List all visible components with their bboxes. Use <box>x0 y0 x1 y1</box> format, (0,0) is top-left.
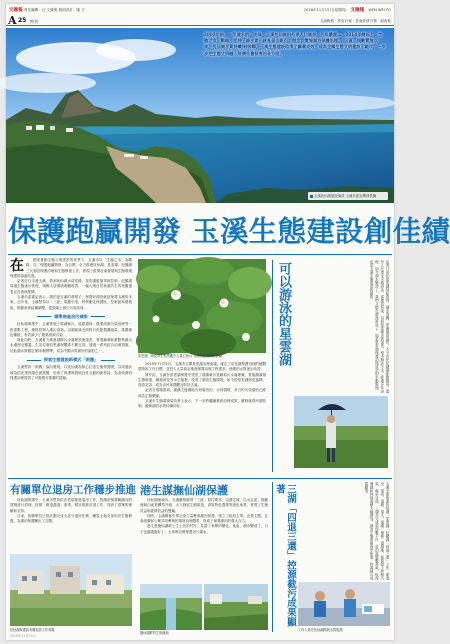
drop-cap: 在 <box>10 258 24 274</box>
center-paragraph-4: 玉溪市生態環境局負責人表示，下一步將繼續鞏固治理成果，嚴格落實河湖長制，確保湖泊水質持續向好。 <box>138 399 266 409</box>
center-paragraph-1: 2015年7月25日，玉溪市召開星雲湖治理會議，確定了星雲湖保護治理的總體思路和工作目標，並投入大量資金推進保護治理工程建設，使湖泊水質逐步改善。 <box>138 362 266 372</box>
monitoring-image <box>298 582 390 626</box>
editor-credit: 責任編輯：汪 文匯報 版面設計：陳 文 <box>23 8 85 12</box>
center-bottom-paragraph-1: 抚仙湖流域內，玉溪嚴格落實「三區」管控要求，以湖定城、以水定產，推動流域內產業轉型升級，大力發展生態旅遊、高原特色農業等綠色產業，實現了生態效益和經濟效益的雙贏。 <box>140 498 268 513</box>
monitoring-photo <box>298 582 390 626</box>
top-bar <box>6 4 394 16</box>
center-bottom-text <box>140 498 268 582</box>
left-bottom-text <box>10 498 132 552</box>
left-subhead-2: 探索生態建設新模式「兩圈」 <box>10 357 132 362</box>
wetland-caption: 撫仙湖畔的生態濕地 <box>140 631 169 635</box>
left-paragraph-6: 玉溪堅持「兩圈」協同發展，以抚仙湖為核心打造生態保護圈，以周邊區域為依託建設綠色發展圈，形成了保護與發展良性互動的新格局，為高原湖泊保護治理提供了可複製可推廣的經驗。 <box>10 365 132 380</box>
demolition-photo <box>10 554 132 626</box>
masthead-small: 文匯報 <box>9 8 23 13</box>
wetland-image-1 <box>140 584 202 630</box>
headline-rule <box>8 254 392 255</box>
wetland-photo-1 <box>140 584 202 630</box>
right-bottom-title: 三湖「四退三還」控源截污成果顯著 <box>274 484 296 627</box>
wetland-image-2 <box>204 584 268 630</box>
left-paragraph-5: 與此同時，玉溪著力推進城鄉污水處理設施建設，實現縣城和重點集鎮污水處理全覆蓋，生活垃圾收集處理體系不斷完善。通過一系列綜合治理措施，抚仙湖水質穩定保持Ⅰ類標準，成為中國水質最好的湖泊之一。 <box>10 338 132 353</box>
left-column-text <box>10 258 132 476</box>
section-bar <box>6 16 394 26</box>
left-paragraph-4: 抚仙湖保護中，玉溪實施了環湖截污、退耕還林、農業面源污染治理等一批重點工程，嚴格控制入湖污染物。沿湖區域全面推行化肥農藥減量，推廣綠色種植，有效減少了農業面源污染。 <box>10 322 132 337</box>
right-top-title: 可以游泳的星雲湖 <box>276 262 291 366</box>
monitoring-caption: 工作人員在抚仙湖開展水質監測 <box>298 628 343 632</box>
left-bottom-title: 有關單位退房工作穩步推進 <box>10 484 136 496</box>
hero-caption: 玉溪抚仙湖碧波蕩漾 玉溪市委宣傳部供圖 <box>308 192 388 200</box>
top-bar-left <box>9 7 85 13</box>
section-partners: 玉溪晚報 · 雲南日報 · 雲南經濟日報 · 滇西報 <box>319 19 391 23</box>
center-bottom-paragraph-2: 同時，玉溪積極引導社會力量參與湖泊保護，建立了政府主導、企業主體、社會組織和公眾共同參與的環境治理體系，形成了保護湖泊的強大合力。 <box>140 513 268 524</box>
right-top-text: 記者日前在星雲湖採訪看到，湖水清澈，岸邊綠意盎然，不少市民在湖邊休閒健身，還有人在指定水域游泳。當地居民說，以前星雲湖水質很差，根本無法下水，經過多年治理，如今湖水變清了，我們又能在湖裡游泳了。這是星雲湖保護治理成效的生動寫照，也是玉溪生態建設的縮影。 <box>370 260 390 393</box>
footer-date: 2018年11月15日 <box>10 634 36 638</box>
section-letter: A <box>8 14 17 27</box>
lotus-photo <box>138 259 266 353</box>
left-bottom-paragraph-1: 抚仙湖保護中，玉溪市堅持依法依規推進退房工作，對湖泊保護範圍內的建築進行清理，按照「應退盡退」原則，穩步推進各項工作，得到了群眾的理解和支持。 <box>10 498 132 513</box>
center-column-text <box>138 362 266 474</box>
right-bottom-divider <box>272 482 273 632</box>
center-paragraph-3: 記者在現場看到，湖濱生態濕地內荷葉田田，水鳥嬉戲，昔日的污染湖泊已經成為生態樂園。 <box>138 388 266 398</box>
right-box-divider <box>272 260 273 472</box>
date-line: 2018年11月15日(星期四) <box>303 7 347 12</box>
right-bottom-text: 玉溪全面推進抚仙湖、星雲湖、杞麓湖「四退三還」工作，即退房、退田、退塘、退人，還湖、還林、還濕地，從源頭上控制污染。截至目前，三湖共完成退房數千戶，退田退塘數萬畝，恢復濕地和林地面積大幅增加，湖泊生態系統逐步恢復，控源截污成果顯著。 <box>364 482 390 580</box>
center-paragraph-2: 據介紹，玉溪在星雲湖保護中建設了環湖截污管網和污水處理廠，實施湖濱帶生態修復，種植荷花等水生植物，改善了湖泊生態環境。如今的星雲湖荷花盛開、鳥語花香，成為市民休閒觀光的好去處。 <box>138 372 266 388</box>
hero-photo <box>6 28 394 203</box>
section-number: 25 <box>18 17 27 24</box>
building-site-image <box>10 554 132 626</box>
left-paragraph-2: 記者近日走進玉溪，看到抚仙湖水清岸綠，星雲湖藍藻得到控制，杞麓湖周邊生態逐步恢復，城鄉人居環境明顯改善，一幅人與自然和諧共生的美麗畫卷正在徐徐展開。 <box>10 279 132 294</box>
section-name: 特刊 <box>30 19 38 24</box>
lotus-photo-caption: 星雲湖、荷花的生態景觀令人賞心悅目 玉溪市委宣傳部供圖 <box>138 354 222 358</box>
left-bottom-paragraph-2: 目前，相關單位已按計劃完成大部分退房任務，騰退土地全部用於生態修復，為湖泊保護騰出了空間。 <box>10 513 132 524</box>
lotus-image <box>138 259 266 353</box>
main-headline: 保護跑贏開發 玉溪生態建設創佳績 <box>8 215 450 248</box>
lead-paragraph: 2002年前，一泓清水的「明珠」玉溪抚仙湖因外來人口過多，污染嚴重……2014年開始了「生態立市」戰略，堅持「綠水青山就是金山銀山」理念，實施湖泊保護治理。「三區」規劃實施以來，抚仙湖水質持續保持Ⅰ類，玉溪生態建設取得了顯著成效，成為全國生態文明建設示範市，一步步把生態文明融入經濟社會發展的各方面。 <box>204 32 386 56</box>
left-paragraph-3: 玉溪市委書記表示，湖泊是玉溪的命根子，保護好湖泊就是保護玉溪的未來。近年來，玉溪堅持以「三區」規劃引領，科學劃定保護區、控制區和發展區，推動產業結構調整，從源頭上減少污染負荷。 <box>10 295 132 310</box>
masthead-english: WEN WEI PO <box>368 8 391 12</box>
umbrella-photo <box>294 396 388 468</box>
lakeshore-image <box>294 396 388 468</box>
newspaper-page <box>6 4 450 640</box>
masthead-logo: 文匯報 <box>350 8 365 13</box>
wetland-photo-2 <box>204 584 268 630</box>
demolition-caption: 抚仙湖保護區有關退房工作現場 <box>10 628 55 632</box>
left-subhead-1: 精準推進治污減排 <box>10 314 132 319</box>
center-bottom-paragraph-3: 港生是撫仙湖畔土生土長的村民，見證了家鄉的變化。他說，湖水變清了，日子也越過越好了，大家都自覺保護這片湖水。 <box>140 524 268 534</box>
top-bar-right <box>304 7 391 13</box>
left-paragraph-1: 國家推動生態文明建設的背景下，玉溪市以「生態立市」為戰略，以「保護跑贏開發」為目標，全力推進抚仙湖、星雲湖、杞麓湖三大湖泊保護治理和生態修復工作，實現了經濟社會發展與生態環境保護的協調共進。 <box>10 258 132 278</box>
center-bottom-title: 港生謀撫仙湖保護 <box>140 484 228 497</box>
lower-section-rule <box>8 478 392 479</box>
